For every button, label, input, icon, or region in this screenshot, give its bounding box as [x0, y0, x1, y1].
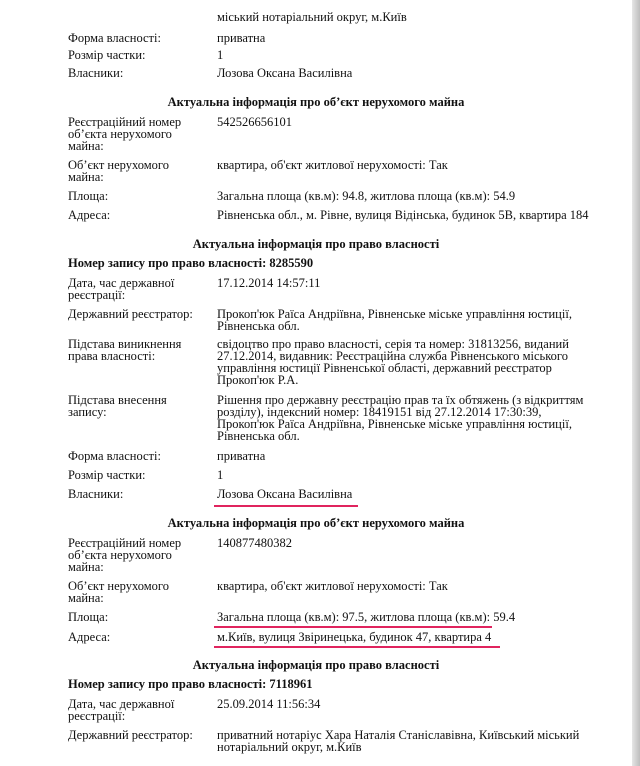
ownership-basis-value: управління юстиції Рівненської області, державний реєстратор — [217, 361, 552, 375]
object-type-label: Об’єкт нерухомого — [68, 158, 169, 172]
share-size-value: 1 — [217, 48, 224, 62]
owners-label: Власники: — [68, 487, 124, 501]
address-value: м.Київ, вулиця Звіринецька, будинок 47, квартира 4 — [217, 630, 492, 644]
ownership-form-value: приватна — [217, 449, 266, 463]
ownership-basis-value: 27.12.2014, видавник: Реєстраційна служба Рівненського міського — [217, 349, 568, 363]
registration-date-label: реєстрації: — [68, 288, 126, 302]
registration-date-label: Дата, час державної — [68, 276, 175, 290]
entry-basis-label: запису: — [68, 405, 107, 419]
record-number-value: 7118961 — [269, 677, 313, 691]
record-number-line — [68, 677, 312, 691]
entry-basis-value: Прокоп'юк Раїса Андріївна, Рівненське міське управління юстиції, — [217, 417, 572, 431]
object-info-heading: Актуальна інформація про об’єкт нерухомого майна — [167, 95, 465, 109]
object-info-heading: Актуальна інформація про об’єкт нерухомого майна — [167, 516, 465, 530]
record-number-line — [68, 256, 313, 270]
address-label: Адреса: — [68, 208, 111, 222]
reg-number-label: майна: — [68, 139, 104, 153]
reg-number-value: 542526656101 — [217, 115, 292, 129]
object-type-value: квартира, об'єкт житлової нерухомості: Так — [217, 579, 448, 593]
entry-basis-label: Підстава внесення — [68, 393, 167, 407]
registrar-label: Державний реєстратор: — [68, 728, 193, 742]
ownership-info-heading: Актуальна інформація про право власності — [192, 658, 440, 672]
ownership-form-value: приватна — [217, 31, 266, 45]
owners-value: Лозова Оксана Василівна — [217, 66, 353, 80]
registration-date-label: реєстрації: — [68, 709, 126, 723]
address-value: Рівненська обл., м. Рівне, вулиця Відінська, будинок 5В, квартира 184 — [217, 208, 589, 222]
notary-district-value: міський нотаріальний округ, м.Київ — [217, 10, 407, 24]
object-type-label: майна: — [68, 591, 104, 605]
ownership-basis-value: свідоцтво про право власності, серія та номер: 31813256, виданий — [217, 337, 569, 351]
address-highlight-underline — [214, 646, 500, 648]
share-size-label: Розмір частки: — [68, 48, 146, 62]
registration-date-value: 25.09.2014 11:56:34 — [217, 697, 321, 711]
share-size-value: 1 — [217, 468, 224, 482]
owners-value: Лозова Оксана Василівна — [217, 487, 353, 501]
registration-date-value: 17.12.2014 14:57:11 — [217, 276, 321, 290]
area-label: Площа: — [68, 610, 109, 624]
reg-number-label: Реєстраційний номер — [68, 536, 182, 550]
owner-highlight-underline — [214, 505, 358, 507]
reg-number-label: об’єкта нерухомого — [68, 127, 172, 141]
entry-basis-value: розділу), індексний номер: 18419151 від 27.12.2014 17:30:39, — [217, 405, 542, 419]
area-highlight-underline — [214, 626, 492, 628]
record-number-label: Номер запису про право власності: — [68, 256, 267, 270]
area-value: Загальна площа (кв.м): 94.8, житлова площа (кв.м): 54.9 — [217, 189, 516, 203]
registrar-label: Державний реєстратор: — [68, 307, 193, 321]
ownership-basis-label: Підстава виникнення — [68, 337, 182, 351]
registrar-value: Рівненська обл. — [217, 319, 300, 333]
object-type-value: квартира, об'єкт житлової нерухомості: Так — [217, 158, 448, 172]
area-label: Площа: — [68, 189, 109, 203]
registrar-value: нотаріальний округ, м.Київ — [217, 740, 362, 754]
owners-label: Власники: — [68, 66, 124, 80]
ownership-basis-label: права власності: — [68, 349, 156, 363]
entry-basis-value: Рішення про державну реєстрацію прав та їх обтяжень (з відкриттям — [217, 393, 584, 407]
ownership-basis-value: Прокоп'юк Р.А. — [217, 373, 299, 387]
object-type-label: Об’єкт нерухомого — [68, 579, 169, 593]
area-value: Загальна площа (кв.м): 97.5, житлова площа (кв.м): 59.4 — [217, 610, 516, 624]
ownership-form-label: Форма власності: — [68, 31, 161, 45]
registrar-value: Прокоп'юк Раїса Андріївна, Рівненське міське управління юстиції, — [217, 307, 572, 321]
page-edge-shadow — [632, 0, 640, 766]
share-size-label: Розмір частки: — [68, 468, 146, 482]
registrar-value: приватний нотаріус Хара Наталія Станіславівна, Київський міський — [217, 728, 580, 742]
registration-date-label: Дата, час державної — [68, 697, 175, 711]
record-number-label: Номер запису про право власності: — [68, 677, 267, 691]
object-type-label: майна: — [68, 170, 104, 184]
entry-basis-value: Рівненська обл. — [217, 429, 300, 443]
reg-number-value: 140877480382 — [217, 536, 292, 550]
ownership-info-heading: Актуальна інформація про право власності — [192, 237, 440, 251]
reg-number-label: Реєстраційний номер — [68, 115, 182, 129]
reg-number-label: майна: — [68, 560, 104, 574]
record-number-value: 8285590 — [269, 256, 314, 270]
address-label: Адреса: — [68, 630, 111, 644]
reg-number-label: об’єкта нерухомого — [68, 548, 172, 562]
ownership-form-label: Форма власності: — [68, 449, 161, 463]
